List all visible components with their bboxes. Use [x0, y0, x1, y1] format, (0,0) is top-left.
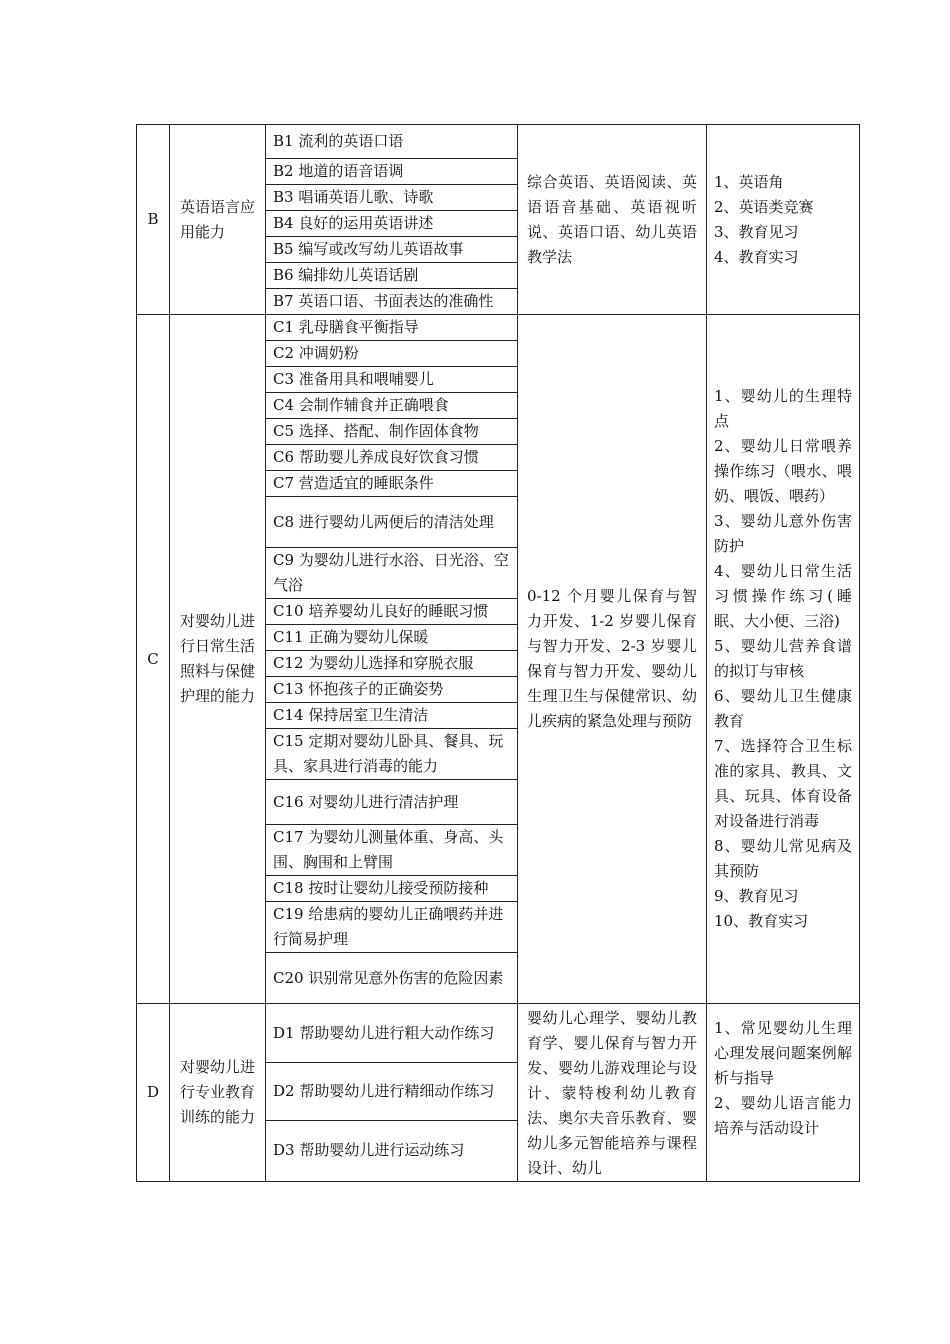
skill-item: C6 帮助婴儿养成良好饮食习惯 [266, 445, 517, 471]
skill-item: C18 按时让婴幼儿接受预防接种 [266, 876, 517, 902]
skill-cell [266, 1004, 518, 1182]
skill-item: B2 地道的语音语调 [266, 159, 517, 185]
skill-item: C19 给患病的婴幼儿正确喂药并进行简易护理 [266, 902, 517, 953]
skill-item: C14 保持居室卫生清洁 [266, 703, 517, 729]
skill-item: C10 培养婴幼儿良好的睡眠习惯 [266, 599, 517, 625]
skill-cell [266, 315, 518, 1004]
skill-item: C17 为婴幼儿测量体重、身高、头围、胸围和上臂围 [266, 825, 517, 876]
skill-item: C9 为婴幼儿进行水浴、日光浴、空气浴 [266, 548, 517, 599]
row-code: D [137, 1004, 170, 1182]
skill-list [266, 315, 517, 1003]
skill-item: B7 英语口语、书面表达的准确性 [273, 292, 494, 310]
row-code: B [137, 125, 170, 315]
skill-item: B6 编排幼儿英语话剧 [266, 263, 517, 289]
skill-item: B3 唱诵英语儿歌、诗歌 [266, 185, 517, 211]
skill-cell [266, 125, 518, 315]
ability-area: 英语语言应用能力 [170, 125, 266, 315]
skill-list [266, 1005, 517, 1180]
skill-item: C4 会制作辅食并正确喂食 [266, 393, 517, 419]
skill-item: C2 冲调奶粉 [266, 341, 517, 367]
ability-area: 对婴幼儿进行日常生活照料与保健护理的能力 [170, 315, 266, 1004]
course-list: 综合英语、英语阅读、英语语音基础、英语视听说、英语口语、幼儿英语教学法 [518, 125, 707, 315]
skill-list [266, 125, 517, 314]
activity-list: 1、婴幼儿的生理特点 2、婴幼儿日常喂养操作练习（喂水、喂奶、喂饭、喂药） 3、婴幼儿意外伤害防护 4、婴幼儿日常生活习惯操作练习(睡眠、大小便、三浴) 5、婴幼儿营养食谱的拟订与审核 6、婴幼儿卫生健康教育 7、选择符合卫生标准的家具、教具、文具、玩具、体育设备对设备进行消毒 8、婴幼儿常见病及其预防 9、教育见习 10、教育实习 [707, 315, 860, 1004]
skill-item: C16 对婴幼儿进行清洁护理 [266, 780, 517, 825]
skill-item: C7 营造适宜的睡眠条件 [266, 471, 517, 497]
skill-item: B4 良好的运用英语讲述 [266, 211, 517, 237]
skill-item: C3 准备用具和喂哺婴儿 [266, 367, 517, 393]
curriculum-table [136, 124, 860, 1182]
skill-item: C1 乳母膳食平衡指导 [266, 315, 517, 341]
course-list: 0-12 个月婴儿保育与智力开发、1-2 岁婴儿保育与智力开发、2-3 岁婴儿保育与智力开发、婴幼儿生理卫生与保健常识、幼儿疾病的紧急处理与预防 [518, 315, 707, 1004]
skill-item: D3 帮助婴幼儿进行运动练习 [273, 1141, 465, 1159]
ability-area: 对婴幼儿进行专业教育训练的能力 [170, 1004, 266, 1182]
skill-item: C5 选择、搭配、制作固体食物 [266, 419, 517, 445]
activity-list: 1、常见婴幼儿生理心理发展问题案例解析与指导 2、婴幼儿语言能力培养与活动设计 [707, 1004, 860, 1182]
skill-item: C8 进行婴幼儿两便后的清洁处理 [266, 497, 517, 548]
table-row-b [137, 125, 860, 315]
skill-item: B1 流利的英语口语 [266, 125, 517, 159]
table-row-c [137, 315, 860, 1004]
skill-item: C11 正确为婴幼儿保暖 [266, 625, 517, 651]
skill-item: C12 为婴幼儿选择和穿脱衣服 [266, 651, 517, 677]
skill-item: D2 帮助婴幼儿进行精细动作练习 [266, 1063, 517, 1121]
skill-item: D1 帮助婴幼儿进行粗大动作练习 [266, 1005, 517, 1063]
skill-item: C15 定期对婴幼儿卧具、餐具、玩具、家具进行消毒的能力 [266, 729, 517, 780]
skill-item: C20 识别常见意外伤害的危险因素 [273, 968, 504, 987]
course-list: 婴幼儿心理学、婴幼儿教育学、婴儿保育与智力开发、婴幼儿游戏理论与设计、蒙特梭利幼儿教育法、奥尔夫音乐教育、婴幼儿多元智能培养与课程设计、幼儿 [518, 1004, 707, 1182]
skill-item: B5 编写或改写幼儿英语故事 [266, 237, 517, 263]
row-code: C [137, 315, 170, 1004]
table-row-d [137, 1004, 860, 1182]
activity-list: 1、英语角 2、英语类竞赛 3、教育见习 4、教育实习 [707, 125, 860, 315]
skill-item: C13 怀抱孩子的正确姿势 [266, 677, 517, 703]
